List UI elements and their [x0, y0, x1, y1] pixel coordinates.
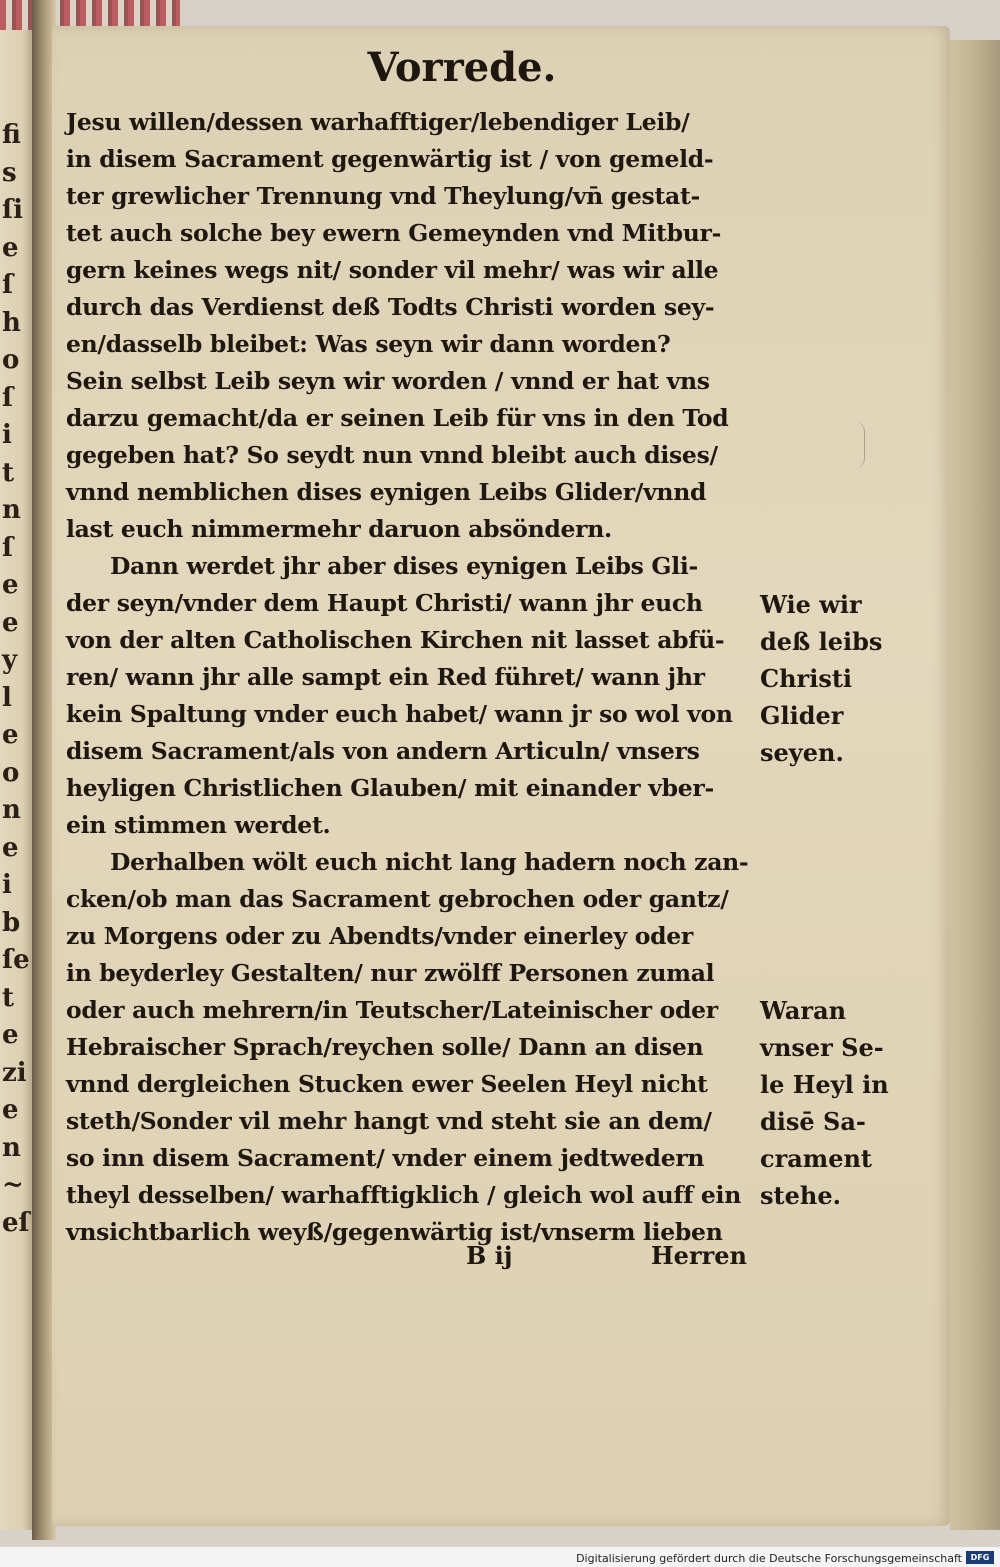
previous-page-fragment: e: [2, 607, 19, 638]
previous-page-fragment: ſi: [2, 195, 24, 225]
previous-page-fragment: ſe: [2, 945, 30, 975]
text-line: darzu gemacht/da er seinen Leib für vns in den Tod: [66, 404, 729, 432]
previous-page-fragment: h: [2, 307, 21, 338]
previous-page-fragment: e: [2, 832, 19, 863]
marginal-note-line: seyen.: [760, 738, 844, 767]
text-line: Hebraischer Sprach/reychen solle/ Dann an disen: [66, 1033, 704, 1061]
footer-credit: Digitalisierung gefördert durch die Deutsche Forschungsgemeinschaft: [576, 1552, 962, 1565]
previous-page-fragment: e: [2, 570, 19, 600]
text-line: oder auch mehrern/in Teutscher/Lateinischer oder: [66, 996, 718, 1024]
catchword: Herren: [651, 1241, 747, 1270]
previous-page-fragment: fi: [2, 120, 21, 150]
text-line: Dann werdet jhr aber dises eynigen Leibs Gli-: [110, 552, 698, 580]
pencil-mark: [854, 421, 865, 469]
text-line: gern keines wegs nit/ sonder vil mehr/ was wir alle: [66, 256, 719, 284]
text-line: in beyderley Gestalten/ nur zwölff Personen zumal: [66, 959, 715, 987]
text-line: theyl desselben/ warhafftigklich / gleich wol auff ein: [66, 1181, 741, 1209]
dfg-logo: DFG: [966, 1551, 994, 1564]
marginal-note-2: [760, 992, 940, 1214]
marginal-note-line: stehe.: [760, 1181, 841, 1210]
previous-page-fragment: y: [2, 645, 18, 675]
text-line: vnnd dergleichen Stucken ewer Seelen Heyl nicht: [66, 1070, 708, 1098]
previous-page-fragment: eſ: [2, 1207, 30, 1238]
previous-page-edge: [0, 30, 32, 1530]
next-pages-edge: [950, 40, 1000, 1530]
previous-page-fragment: ~: [2, 1170, 24, 1200]
marginal-note-line: crament: [760, 1144, 873, 1173]
previous-page-fragment: ſ: [2, 532, 14, 563]
text-line: cken/ob man das Sacrament gebrochen oder gantz/: [66, 885, 729, 913]
previous-page-fragment: t: [2, 982, 15, 1013]
previous-page-fragment: e: [2, 1020, 19, 1050]
previous-page-fragment: i: [2, 870, 12, 900]
marginal-note-line: le Heyl in: [760, 1070, 889, 1099]
text-line: vnnd nemblichen dises eynigen Leibs Glider/vnnd: [66, 478, 707, 506]
text-line: last euch nimmermehr daruon absöndern.: [66, 515, 612, 543]
text-line: disem Sacrament/als von andern Articuln/ vnsers: [66, 737, 700, 765]
previous-page-fragment: l: [2, 682, 12, 713]
book-page: [52, 26, 950, 1526]
text-line: gegeben hat? So seydt nun vnnd bleibt auch dises/: [66, 441, 718, 469]
text-line: von der alten Catholischen Kirchen nit lasset abfü-: [66, 626, 725, 654]
previous-page-fragment: o: [2, 345, 20, 375]
text-line: durch das Verdienst deß Todts Christi worden sey-: [66, 293, 715, 321]
footer-bar: [0, 1547, 1000, 1567]
marginal-note-line: Glider: [760, 701, 844, 730]
text-line: der seyn/vnder dem Haupt Christi/ wann jhr euch: [66, 589, 703, 617]
text-line: zu Morgens oder zu Abendts/vnder einerley oder: [66, 922, 693, 950]
previous-page-fragment: o: [2, 757, 20, 788]
text-line: Jesu willen/dessen warhafftiger/lebendiger Leib/: [66, 108, 690, 136]
previous-page-fragment: e: [2, 720, 19, 750]
previous-page-fragment: n: [2, 795, 21, 825]
text-line: ein stimmen werdet.: [66, 811, 331, 839]
marginal-note-line: Waran: [760, 996, 847, 1025]
text-line: Sein selbst Leib seyn wir worden / vnnd er hat vns: [66, 367, 710, 395]
text-line: kein Spaltung vnder euch habet/ wann jr so wol von: [66, 700, 733, 728]
text-line: ter grewlicher Trennung vnd Theylung/vn̄ gestat-: [66, 182, 700, 210]
body-text: [66, 104, 756, 1251]
previous-page-fragment: ſ: [2, 382, 14, 413]
text-line: heyligen Christlichen Glauben/ mit einander vber-: [66, 774, 714, 802]
text-line: Derhalben wölt euch nicht lang hadern noch zan-: [110, 848, 749, 876]
marginal-note-line: deß leibs: [760, 627, 883, 656]
signature-mark: B ij: [466, 1241, 513, 1270]
previous-page-fragment: b: [2, 907, 21, 938]
previous-page-fragment: n: [2, 495, 21, 525]
previous-page-fragment: n: [2, 1132, 21, 1163]
previous-page-fragment: s: [2, 157, 17, 188]
text-line: en/dasselb bleibet: Was seyn wir dann worden?: [66, 330, 671, 358]
previous-page-fragment: ſ: [2, 270, 14, 300]
previous-page-fragment: i: [2, 420, 12, 450]
text-line: so inn disem Sacrament/ vnder einem jedtwedern: [66, 1144, 705, 1172]
marginal-note-line: vnser Se-: [760, 1033, 884, 1062]
previous-page-fragment: e: [2, 232, 19, 263]
marginal-note-line: Wie wir: [760, 590, 862, 619]
text-line: steth/Sonder vil mehr hangt vnd steht sie an dem/: [66, 1107, 712, 1135]
marginal-note-line: disē Sa-: [760, 1107, 866, 1136]
text-line: vnsichtbarlich weyß/gegenwärtig ist/vnserm lieben: [66, 1218, 723, 1246]
previous-page-fragment: zi: [2, 1057, 27, 1088]
text-line: in disem Sacrament gegenwärtig ist / von gemeld-: [66, 145, 714, 173]
text-line: tet auch solche bey ewern Gemeynden vnd Mitbur-: [66, 219, 722, 247]
previous-page-fragment: e: [2, 1095, 19, 1125]
marginal-note-1: [760, 586, 940, 771]
running-head: Vorrede.: [367, 44, 557, 91]
previous-page-fragment: t: [2, 457, 15, 488]
text-line: ren/ wann jhr alle sampt ein Red führet/ wann jhr: [66, 663, 705, 691]
marginal-note-line: Christi: [760, 664, 853, 693]
signature-line: [66, 1241, 756, 1281]
